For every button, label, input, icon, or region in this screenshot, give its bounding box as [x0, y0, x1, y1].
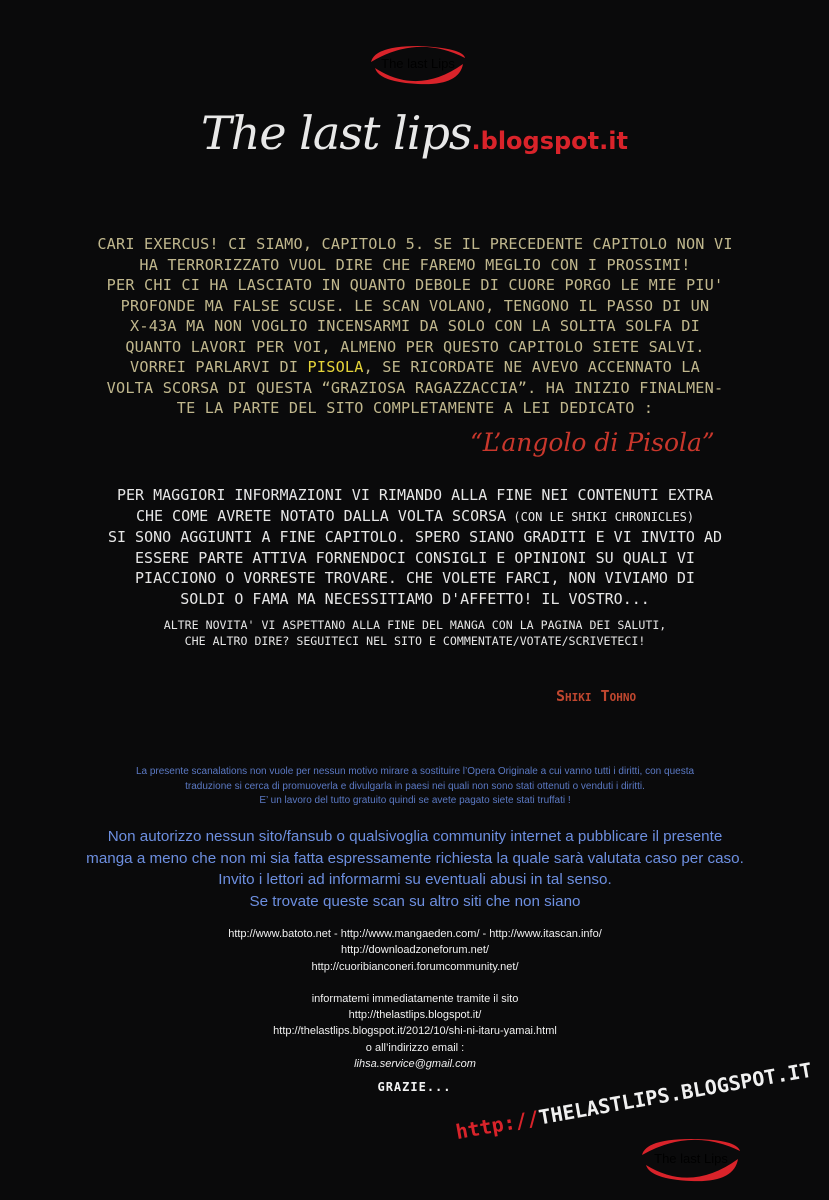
cuoribianconeri-link[interactable]: http://cuoribianconeri.forumcommunity.net/: [311, 960, 519, 973]
email-label: o all’indirizzo email :: [365, 1041, 465, 1054]
email-link[interactable]: lihsa.service@gmail.com: [354, 1058, 476, 1071]
disclaimer-line: traduzione si cerca di promuoverla e divulgarla in paesi nei quali non sono stati ottenuti o venduti i diritti.: [185, 780, 645, 792]
news-line: ALTRE NOVITA' VI ASPETTANO ALLA FINE DEL MANGA CON LA PAGINA DEI SALUTI,: [163, 618, 667, 632]
intro-line: HA TERRORIZZATO VUOL DIRE CHE FAREMO MEGLIO CON I PROSSIMI!: [139, 255, 691, 274]
grazie-text: GRAZIE...: [377, 1080, 452, 1094]
info-line: PIACCIONO O VORRESTE TROVARE. CHE VOLETE FARCI, NON VIVIAMO DI: [135, 569, 695, 587]
notice-line: Invito i lettori ad informarmi su eventuali abusi in tal senso.: [218, 871, 612, 888]
angolo-di-pisola-title: “L’angolo di Pisola”: [470, 428, 715, 457]
chapter-post-link[interactable]: http://thelastlips.blogspot.it/2012/10/shi-ni-itaru-yamai.html: [273, 1025, 557, 1038]
inform-text: informatemi immediatamente tramite il sito: [311, 992, 519, 1005]
authorization-notice: [30, 826, 800, 912]
intro-line: PER CHI CI HA LASCIATO IN QUANTO DEBOLE DI CUORE PORGO LE MIE PIU': [106, 276, 724, 294]
news-paragraph: [60, 617, 770, 649]
signature: Shiki Tohno: [556, 687, 637, 705]
links-gap: [60, 975, 770, 991]
header-domain: .blogspot.it: [471, 127, 628, 155]
logo-bottom-text: The last Lips: [654, 1151, 728, 1166]
info-line: [35, 506, 795, 528]
news-line: CHE ALTRO DIRE? SEGUITECI NEL SITO E COMMENTATE/VOTATE/SCRIVETECI!: [184, 634, 646, 648]
disclaimer-line: E’ un lavoro del tutto gratuito quindi se avete pagato siete stati truffati !: [259, 795, 571, 806]
intro-line7-post: , SE RICORDATE NE AVEVO ACCENNATO LA: [363, 358, 700, 376]
info-line: ESSERE PARTE ATTIVA FORNENDOCI CONSIGLI E OPINIONI SU QUALI VI: [135, 548, 695, 567]
lips-logo-top: [363, 38, 473, 88]
logo-top-text: The last Lips: [381, 56, 455, 71]
allowed-sites-link[interactable]: http://www.batoto.net - http://www.mangaeden.com/ - http://www.itascan.info/: [228, 928, 602, 940]
notice-line: manga a meno che non mi sia fatta espressamente richiesta la quale sarà valutata caso per caso.: [86, 849, 744, 867]
lips-logo-bottom: [636, 1133, 746, 1185]
downloadzone-link[interactable]: http://downloadzoneforum.net/: [341, 944, 489, 957]
info-line: PER MAGGIORI INFORMAZIONI VI RIMANDO ALLA FINE NEI CONTENUTI EXTRA: [116, 486, 714, 504]
notice-line: Non autorizzo nessun sito/fansub o qualsivoglia community internet a pubblicare il presente: [107, 828, 723, 845]
intro-line7-pre: VORREI PARLARVI DI: [130, 358, 308, 376]
pisola-highlight: PISOLA: [307, 358, 364, 376]
info-paragraph: [35, 485, 795, 609]
site-header: [0, 106, 829, 160]
disclaimer-line: La presente scanalations non vuole per nessun motivo mirare a sostituire l’Opera Originale a cui vanno tutti i diritti, con questa: [135, 766, 695, 777]
intro-line: PROFONDE MA FALSE SCUSE. LE SCAN VOLANO, TENGONO IL PASSO DI UN: [120, 296, 710, 315]
notice-line: Se trovate queste scan su altro siti che non siano: [249, 892, 581, 910]
info-line: SI SONO AGGIUNTI A FINE CAPITOLO. SPERO SIANO GRADITI E VI INVITO AD: [107, 528, 723, 546]
intro-line: X-43A MA NON VOGLIO INCENSARMI DA SOLO CON LA SOLITA SOLFA DI: [130, 317, 700, 335]
intro-line: TE LA PARTE DEL SITO COMPLETAMENTE A LEI DEDICATO :: [176, 399, 654, 417]
copyright-disclaimer: [60, 765, 770, 809]
info-line2-small: (CON LE SHIKI CHRONICLES): [506, 509, 695, 524]
info-line2: CHE COME AVRETE NOTATO DALLA VOLTA SCORSA: [135, 506, 507, 525]
intro-paragraph: [30, 234, 800, 419]
thelastlips-link[interactable]: http://thelastlips.blogspot.it/: [348, 1009, 482, 1022]
links-block: [60, 926, 770, 1072]
footer-url-domain: THELASTLIPS.BLOGSPOT.IT: [536, 1057, 814, 1130]
intro-line: QUANTO LAVORI PER VOI, ALMENO PER QUESTO CAPITOLO SIETE SALVI.: [125, 337, 705, 356]
footer-url-protocol: http://: [453, 1105, 542, 1144]
header-script-title: The last lips: [201, 106, 472, 160]
intro-line: [30, 357, 800, 378]
intro-line: VOLTA SCORSA DI QUESTA “GRAZIOSA RAGAZZACCIA”. HA INIZIO FINALMEN-: [106, 378, 724, 397]
intro-line: CARI EXERCUS! CI SIAMO, CAPITOLO 5. SE IL PRECEDENTE CAPITOLO NON VI: [97, 235, 733, 253]
info-line: SOLDI O FAMA MA NECESSITIAMO D'AFFETTO! IL VOSTRO...: [180, 589, 650, 608]
